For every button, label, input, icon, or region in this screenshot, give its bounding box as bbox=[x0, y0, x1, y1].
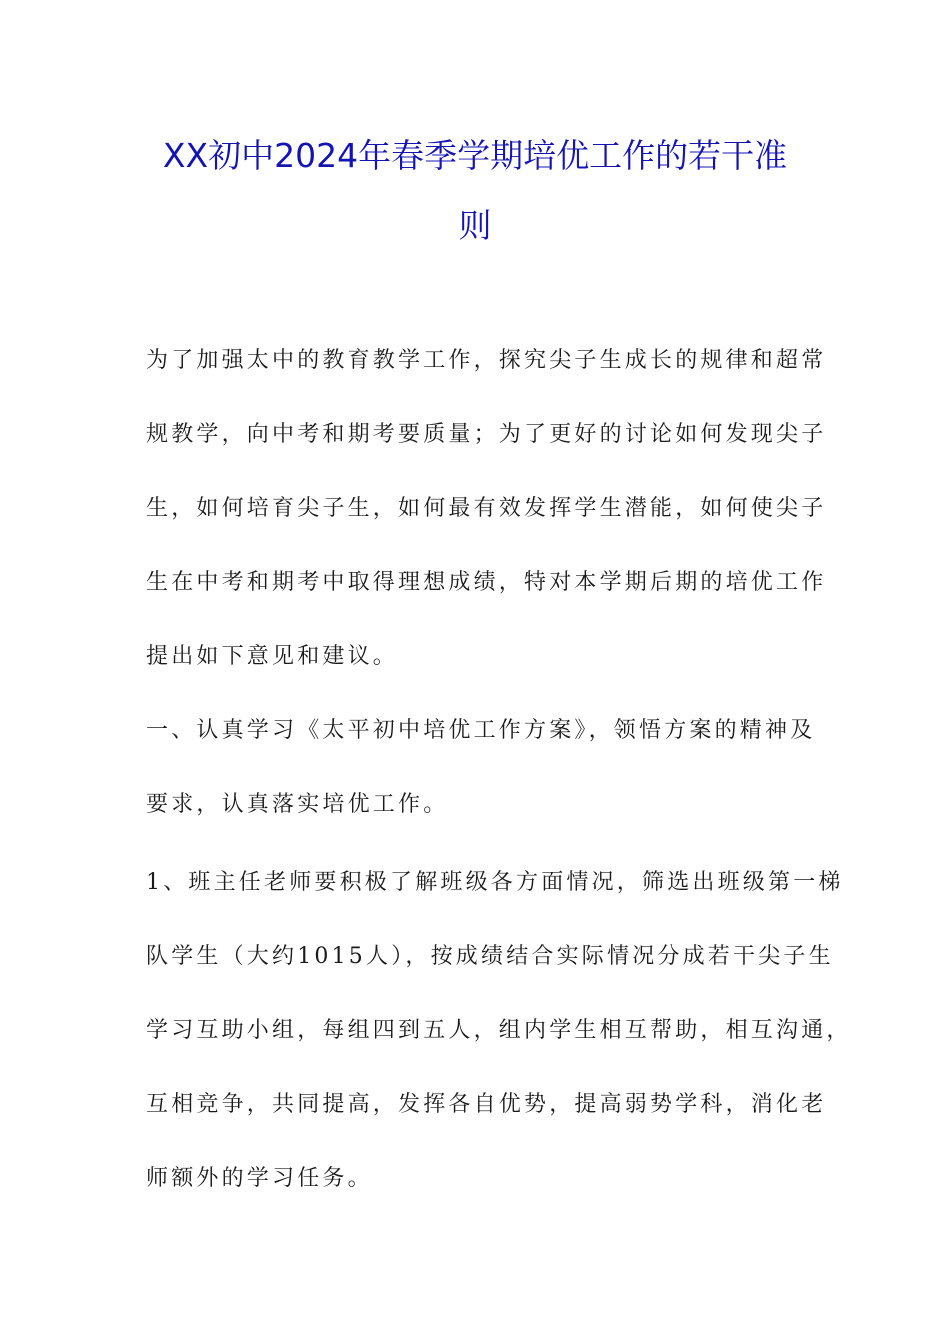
section-heading-line-1: 一、认真学习《太平初中培优工作方案》，领悟方案的精神及 bbox=[146, 718, 816, 743]
item-1-line-5: 师额外的学习任务。 bbox=[146, 1166, 373, 1191]
intro-paragraph-line-2: 规教学，向中考和期考要质量；为了更好的讨论如何发现尖子 bbox=[146, 422, 827, 447]
item-1-line-1: 1、班主任老师要积极了解班级各方面情况，筛选出班级第一梯 bbox=[146, 870, 844, 895]
document-title-line-2: 则 bbox=[458, 206, 492, 245]
intro-paragraph-line-5: 提出如下意见和建议。 bbox=[146, 644, 399, 669]
document-title-line-1: XX初中2024年春季学期培优工作的若干准 bbox=[162, 136, 788, 175]
intro-paragraph-line-3: 生，如何培育尖子生，如何最有效发挥学生潜能，如何使尖子 bbox=[146, 496, 827, 521]
intro-paragraph-line-4: 生在中考和期考中取得理想成绩，特对本学期后期的培优工作 bbox=[146, 570, 827, 595]
item-1-line-2: 队学生（大约1015人），按成绩结合实际情况分成若干尖子生 bbox=[146, 944, 834, 969]
intro-paragraph-line-1: 为了加强太中的教育教学工作，探究尖子生成长的规律和超常 bbox=[146, 348, 827, 373]
item-1-line-4: 互相竞争，共同提高，发挥各自优势，提高弱势学科，消化老 bbox=[146, 1092, 827, 1117]
section-heading-line-2: 要求，认真落实培优工作。 bbox=[146, 792, 449, 817]
item-1-line-3: 学习互助小组，每组四到五人，组内学生相互帮助，相互沟通， bbox=[146, 1018, 852, 1043]
